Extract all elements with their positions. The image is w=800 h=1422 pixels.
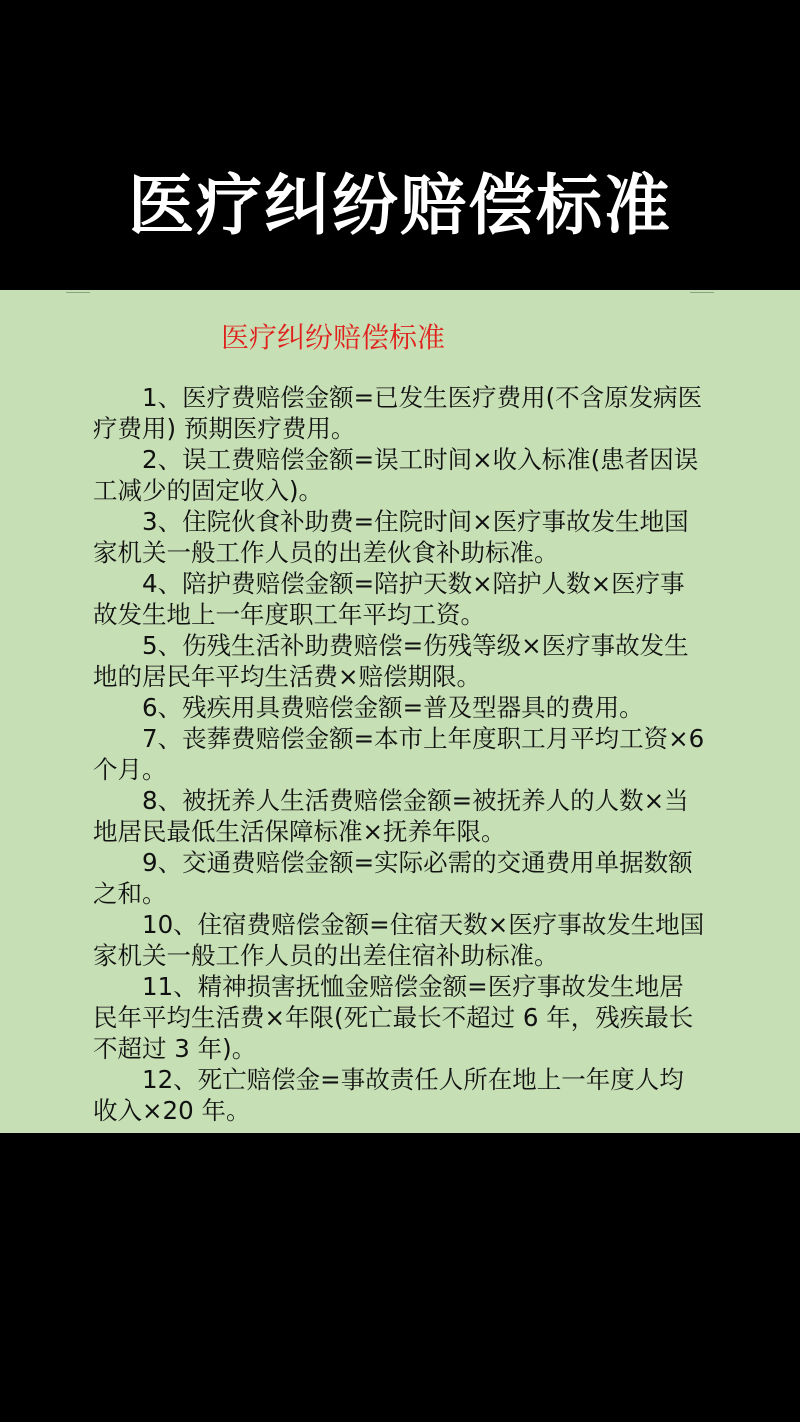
list-item: 2、误工费赔偿金额=误工时间×收入标准(患者因误工减少的固定收入)。 bbox=[93, 445, 699, 505]
list-item: 9、交通费赔偿金额=实际必需的交通费用单据数额之和。 bbox=[93, 848, 693, 908]
list-item: 11、精神损害抚恤金赔偿金额=医疗事故发生地居民年平均生活费×年限(死亡最长不超过 6 年，残疾最长不超过 3 年)。 bbox=[93, 972, 694, 1063]
document-panel bbox=[0, 290, 800, 1133]
list-item: 10、住宿费赔偿金额=住宿天数×医疗事故发生地国家机关一般工作人员的出差住宿补助标准。 bbox=[93, 910, 705, 970]
list-item: 1、医疗费赔偿金额=已发生医疗费用(不含原发病医疗费用) 预期医疗费用。 bbox=[93, 383, 703, 443]
document-heading: 医疗纠纷赔偿标准 bbox=[221, 321, 446, 354]
list-item: 5、伤残生活补助费赔偿=伤残等级×医疗事故发生地的居民年平均生活费×赔偿期限。 bbox=[93, 631, 689, 691]
list-item: 3、住院伙食补助费=住院时间×医疗事故发生地国家机关一般工作人员的出差伙食补助标准。 bbox=[93, 507, 689, 567]
list-item: 7、丧葬费赔偿金额=本市上年度职工月平均工资×6 个月。 bbox=[93, 724, 705, 784]
list-item: 12、死亡赔偿金=事故责任人所在地上一年度人均收入×20 年。 bbox=[93, 1065, 684, 1125]
bottom-black-band bbox=[0, 1133, 800, 1422]
list-item: 6、残疾用具费赔偿金额=普及型器具的费用。 bbox=[142, 693, 644, 722]
banner-title: 医疗纠纷赔偿标准 bbox=[128, 166, 672, 244]
top-black-band bbox=[0, 0, 800, 290]
list-item: 4、陪护费赔偿金额=陪护天数×陪护人数×医疗事故发生地上一年度职工年平均工资。 bbox=[93, 569, 685, 629]
page-corner-mark-left bbox=[66, 292, 90, 293]
page-corner-mark-right bbox=[690, 292, 714, 293]
document-body bbox=[93, 382, 708, 1126]
list-item: 8、被抚养人生活费赔偿金额=被抚养人的人数×当地居民最低生活保障标准×抚养年限。 bbox=[93, 786, 689, 846]
